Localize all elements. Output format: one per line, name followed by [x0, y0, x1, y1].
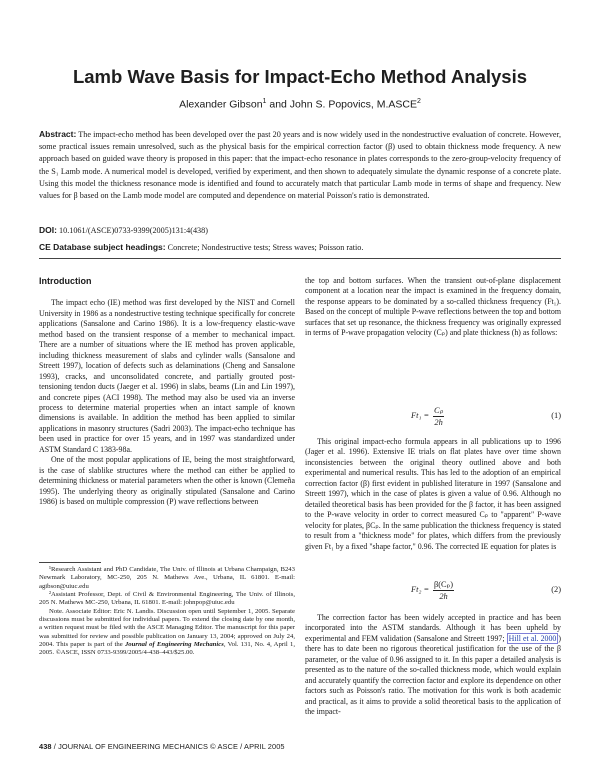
editorial-note — [39, 608, 295, 658]
body-paragraph-continued: the top and bottom surfaces. When the transient out-of-plane displacement component at a location near the impact is examined in the frequency domain, the response appears to be dominated by a so-called thickness frequency (Ft₁). Based on the concept of multiple P-wave reflections between the top and bottom surfaces that set up resonance, the thickness frequency was originally expressed in terms of P-wave propagation velocity (Cₚ) and plate thickness (h) as follows: — [305, 276, 561, 338]
section-heading-introduction: Introduction — [39, 276, 92, 286]
equation-2-number: (2) — [551, 585, 561, 594]
page-footer — [39, 742, 285, 751]
page-number: 438 — [39, 742, 52, 751]
footnote-divider — [39, 562, 101, 563]
editorial-note-text-b: , Vol. 131, No. 4, April 1, 2005. ©ASCE, ISSN 0733-9399/2005/4-438–443/$25.00. — [39, 641, 296, 657]
abstract-divider — [39, 258, 561, 259]
equation-2-numerator: β(Cₚ) — [434, 580, 454, 589]
body-paragraph-motivation — [305, 613, 561, 718]
subject-headings-label: CE Database subject headings: — [39, 242, 166, 252]
equation-2-fraction — [433, 579, 454, 602]
equation-2-denominator: 2h — [439, 592, 448, 601]
equation-1-denominator: 2h — [434, 418, 443, 427]
author-joiner: and — [266, 98, 290, 111]
citation-link-hill-2000[interactable]: Hill et al. 2000 — [508, 633, 557, 643]
right-column-bottom — [305, 613, 561, 718]
equation-1-lhs: Ft₁ = — [411, 411, 430, 420]
right-column-middle — [305, 437, 561, 552]
body-paragraph-correction-history: This original impact-echo formula appears in all publications up to 1996 (Jager et al. 1996). Extensive IE trials on flat plates have over time shown inconsistencies between the original theory outlined above and both experimental and numerical results. This has led to the adoption of an empirical correction factor (β) first evident in published literature in 1997 (Sansalone and Streett 1997), which in the case of plates is given a value of 0.96. Although no detailed theoretical basis has been provided for the β factor, it has been assigned to the P-wave velocity in order to correct measured Cₚ to "apparent" P-wave velocity for plates, βCₚ. In the same publication the thickness frequency is stated to result from a "thickness mode" for plates, which differs from the previously given Ft₁ by a fixed "shape factor," 0.96. The corrected IE equation for plates is — [305, 437, 561, 551]
right-column-top — [305, 276, 561, 339]
abstract-text: The impact-echo method has been developed over the past 20 years and is now widely used in the nondestructive evaluation of concrete. However, some practical issues remain unresolved, such as the physical basis for the empirical correction factor (β) used to obtain thickness mode frequency. A new approach based on guided wave theory is proposed in this paper: that the impact-echo resonance in plates corresponds to the zero-group-velocity frequency of the S₁ Lamb mode. A numerical model is developed, verified by experiment, and then shown to adequately simulate the dynamic response of a concrete plate. Using this model the thickness resonance mode is identified and found to accurately match that particular Lamb mode in terms of shape and frequency. New values for β based on the Lamb mode model are computed and dependence on material Poisson's ratio is demonstrated. — [39, 130, 561, 201]
author-1-affiliation-mark: 1 — [262, 98, 267, 105]
intro-paragraph-2: One of the most popular applications of IE, being the most straightforward, is the case of slablike structures where the method can either be applied to determining thickness or material parameters when the other is known (Clemeña 1995). The underlying theory as originally stipulated (Sansalone and Carino 1986) is based on multiple compression (P) wave reflections between — [39, 455, 295, 507]
author-line — [0, 98, 600, 111]
footnote-2: ²Assistant Professor, Dept. of Civil & Environmental Engineering, The Univ. of Illinois, 205 N. Mathews MC-250, Urbana, IL 61801. E-mail: johnpop@uiuc.edu — [39, 591, 295, 607]
journal-name: Journal of Engineering Mechanics — [124, 641, 224, 649]
editorial-note-text-a: Note. Associate Editor: Eric N. Landis. Discussion open until September 1, 2005. Separate discussions must be submitted for individual papers. To extend the closing date by one month, a written request must be filed with the ASCE Managing Editor. The manuscript for this paper was submitted for review and possible publication on January 13, 2004; approved on July 24, 2004. This paper is part of the — [39, 607, 295, 649]
left-column — [39, 276, 295, 508]
running-footer: / JOURNAL OF ENGINEERING MECHANICS © ASCE / APRIL 2005 — [51, 742, 285, 751]
doi-value: 10.1061/(ASCE)0733-9399(2005)131:4(438) — [59, 226, 208, 235]
doi-line — [39, 225, 561, 235]
abstract — [39, 128, 561, 202]
equation-1-fraction — [433, 405, 444, 428]
author-2: John S. Popovics, M.ASCE — [289, 98, 418, 111]
footnote-1: ¹Research Assistant and PhD Candidate, The Univ. of Illinois at Urbana Champaign, B243 Newmark Laboratory, MC-250, 205 N. Mathews Ave., Urbana, IL 61801. E-mail: agibson@uiuc.edu — [39, 566, 295, 590]
author-1: Alexander Gibson — [179, 98, 263, 111]
doi-label: DOI: — [39, 225, 57, 235]
author-2-affiliation-mark: 2 — [417, 98, 421, 105]
equation-2-lhs: Ft₂ = — [411, 585, 430, 594]
equation-1-number: (1) — [551, 411, 561, 420]
abstract-label: Abstract: — [39, 129, 77, 139]
subject-headings-line — [39, 242, 561, 252]
equation-2 — [305, 579, 561, 603]
equation-1-numerator: Cₚ — [434, 406, 444, 415]
paper-title: Lamb Wave Basis for Impact-Echo Method Analysis — [72, 66, 528, 87]
subject-headings-value: Concrete; Nondestructive tests; Stress waves; Poisson ratio. — [167, 243, 364, 252]
footnotes — [39, 566, 295, 658]
intro-paragraph-1: The impact echo (IE) method was first developed by the NIST and Cornell University in 1986 as a nondestructive testing technique specifically for concrete applications (Sansalone and Carino 1986). It is a low-frequency elastic-wave method based on the transient response of a member to mechanical impact. There are a number of situations where the IE method has proven applicable, including thickness measurement of slabs and cylinder walls (Sansalone and Streett 1997), location of defects such as delaminations (Cheng and Sansalone 1993), cracks, and unconsolidated concrete, and partially grouted post-tensioning tendon ducts (Jaeger et al. 1996) in slabs, beams (Lin and Lin 1997), and concrete pipes (ACI 1998). The method may also be used via an inverse process to determine material properties when an intact sample of known dimensions is available. In addition the method has been applied to similar applications in masonry structures (Sadri 2003). The impact-echo technique has been used in practice for over 15 years, and in 1997 was standardized under ASTM Standard C 1383-98a. — [39, 298, 295, 454]
motivation-text-a: The correction factor has been widely accepted in practice and has been incorporated into the ASTM standards. Although it has been upheld by experimental and FEM validation (Sansalone and Streett 1997; — [305, 613, 561, 643]
equation-1 — [305, 405, 561, 429]
motivation-text-b: ) there has to date been no rigorous theoretical justification for the use of the β parameter, or the value of 0.96 assigned to it. In this paper a detailed analysis is presented as to the nature of the so-called thickness mode, which would explain and accurately quantify the correction factor and explore its dependence on other factors such as Poisson's ratio. The motivation for this work is both academic and practical, as it aims to provide a solid theoretical basis to the application of the impact- — [305, 633, 561, 717]
